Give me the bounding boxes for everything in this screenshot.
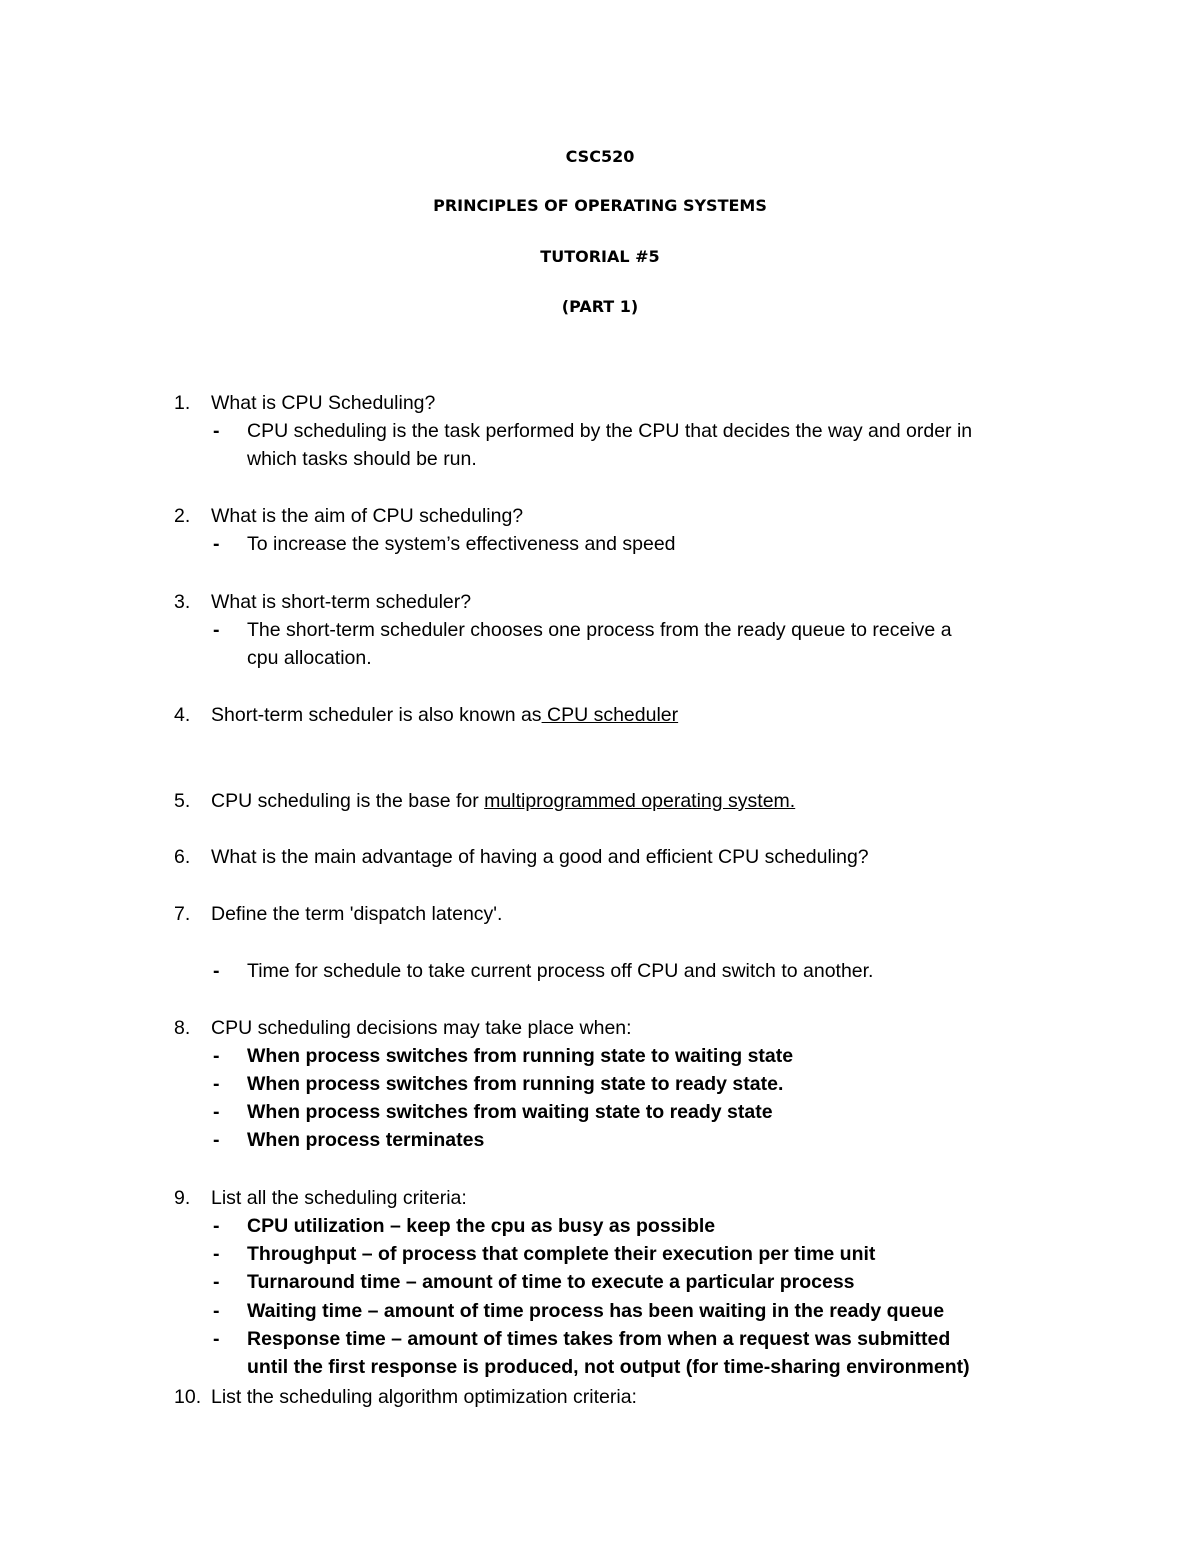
bullet-dash: - [213, 1328, 220, 1350]
bullet-dash: - [213, 1045, 220, 1067]
answer-text: Time for schedule to take current process off CPU and switch to another. [247, 960, 874, 982]
question-text: What is the aim of CPU scheduling? [211, 505, 524, 527]
answer-text: The short-term scheduler chooses one process from the ready queue to receive a [247, 619, 952, 641]
question-number: 4. [174, 704, 191, 726]
answer-3-continued: cpu allocation. [247, 647, 372, 669]
question-text [211, 787, 795, 815]
bullet-dash: - [213, 1073, 220, 1095]
question-number: 10. [174, 1386, 202, 1408]
question-number: 1. [174, 392, 191, 414]
question-text: CPU scheduling decisions may take place when: [211, 1017, 632, 1039]
answer-text: Response time – amount of times takes from when a request was submitted [247, 1328, 951, 1350]
question-text: List all the scheduling criteria: [211, 1187, 467, 1209]
answer-text: To increase the system’s effectiveness and speed [247, 533, 676, 555]
answer-text: When process switches from running state to waiting state [247, 1045, 794, 1067]
fill-in-answer: multiprogrammed operating system. [484, 790, 796, 812]
question-number: 8. [174, 1017, 191, 1039]
bullet-dash: - [213, 1271, 220, 1293]
answer-text: Turnaround time – amount of time to execute a particular process [247, 1271, 855, 1293]
bullet-dash: - [213, 1101, 220, 1123]
bullet-dash: - [213, 1129, 220, 1151]
answer-text: When process switches from waiting state to ready state [247, 1101, 773, 1123]
fill-in-answer: CPU scheduler [541, 704, 679, 726]
question-text [211, 701, 678, 729]
part-label: (PART 1) [561, 297, 639, 316]
bullet-dash: - [213, 1243, 220, 1265]
course-code: CSC520 [565, 147, 635, 166]
answer-9-continued: until the first response is produced, not output (for time-sharing environment) [247, 1356, 970, 1378]
question-text: Define the term 'dispatch latency'. [211, 903, 503, 925]
bullet-dash: - [213, 1300, 220, 1322]
question-number: 9. [174, 1187, 191, 1209]
bullet-dash: - [213, 1215, 220, 1237]
question-text: What is the main advantage of having a good and efficient CPU scheduling? [211, 846, 869, 868]
answer-text: Waiting time – amount of time process has been waiting in the ready queue [247, 1300, 945, 1322]
answer-text: When process switches from running state to ready state. [247, 1073, 784, 1095]
question-text-lead: CPU scheduling is the base for [211, 790, 485, 812]
answer-text: CPU utilization – keep the cpu as busy as possible [247, 1215, 716, 1237]
answer-text: When process terminates [247, 1129, 485, 1151]
answer-1-continued: which tasks should be run. [247, 448, 477, 470]
course-title: PRINCIPLES OF OPERATING SYSTEMS [433, 196, 767, 215]
bullet-dash: - [213, 420, 220, 442]
question-number: 6. [174, 846, 191, 868]
bullet-dash: - [213, 619, 220, 641]
tutorial-number: TUTORIAL #5 [540, 247, 660, 266]
bullet-dash: - [213, 960, 220, 982]
question-text: What is CPU Scheduling? [211, 392, 436, 414]
question-number: 7. [174, 903, 191, 925]
answer-text: Throughput – of process that complete their execution per time unit [247, 1243, 876, 1265]
question-text: List the scheduling algorithm optimization criteria: [211, 1386, 637, 1408]
question-number: 3. [174, 591, 191, 613]
question-text: What is short-term scheduler? [211, 591, 472, 613]
answer-text: CPU scheduling is the task performed by the CPU that decides the way and order in [247, 420, 973, 442]
question-number: 2. [174, 505, 191, 527]
question-number: 5. [174, 790, 191, 812]
question-text-lead: Short-term scheduler is also known as [211, 704, 542, 726]
bullet-dash: - [213, 533, 220, 555]
